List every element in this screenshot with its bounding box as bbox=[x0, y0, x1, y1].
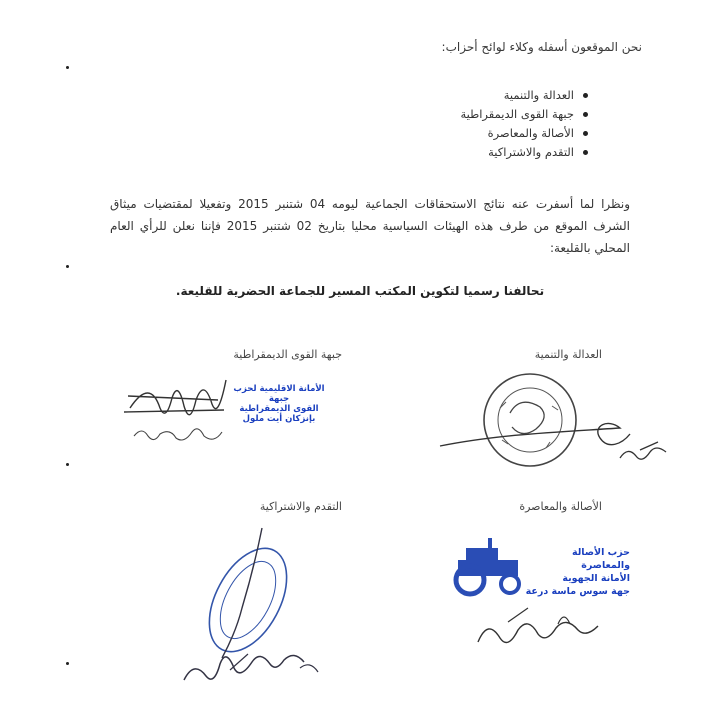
body-paragraph: ونظرا لما أسفرت عنه نتائج الاستحقاقات الجماعية ليومه 04 شتنبر 2015 وتفعيلا لمقتضيات ميثاق الشرف الموقع من طرف هذه الهيئات السياسية محليا بتاريخ 02 شتنبر 2015 فإننا نعلن للرأي العام المحلي بالقليعة: bbox=[110, 197, 630, 255]
stamp-line: بإنزكان أيت ملول bbox=[242, 414, 316, 424]
sig-label-pjd: العدالة والتنمية bbox=[534, 348, 602, 361]
margin-dot bbox=[66, 66, 69, 69]
sig-label-ffd: جبهة القوى الديمقراطية bbox=[233, 348, 342, 361]
tractor-icon bbox=[456, 538, 519, 594]
list-item: العدالة والتنمية bbox=[460, 86, 588, 105]
signature-stroke bbox=[222, 528, 262, 658]
stamp-line: حزب الأصالة والمعاصرة bbox=[571, 547, 630, 571]
signature-stroke bbox=[508, 608, 570, 624]
stamp-line: الأمانة الاقليمية لحزب جبهة bbox=[233, 384, 325, 404]
pps-seal-signature bbox=[170, 520, 370, 690]
signature-stroke bbox=[620, 442, 666, 459]
signature-stroke bbox=[230, 654, 318, 672]
signature-stroke bbox=[184, 655, 304, 680]
signature-stroke bbox=[478, 622, 598, 642]
list-item: التقدم والاشتراكية bbox=[460, 143, 588, 162]
seal-outer-ring bbox=[193, 536, 302, 665]
margin-dot bbox=[66, 662, 69, 665]
list-item: الأصالة والمعاصرة bbox=[460, 124, 588, 143]
stamp-line: جهة سوس ماسة درعة bbox=[525, 586, 630, 597]
signature-stroke bbox=[440, 423, 630, 446]
parties-list bbox=[460, 86, 588, 162]
stamp-line: القوى الديمقراطية bbox=[239, 404, 319, 414]
ffd-stamp bbox=[224, 384, 334, 424]
intro-line: نحن الموقعون أسفله وكلاء لوائح أحزاب: bbox=[441, 40, 642, 54]
seal-inner-ring bbox=[498, 388, 562, 452]
seal-inner-ring bbox=[209, 553, 287, 648]
sig-label-pam: الأصالة والمعاصرة bbox=[519, 500, 602, 513]
announcement: تحالفنا رسميا لتكوين المكتب المسير للجماعة الحضرية للقليعة. bbox=[175, 284, 545, 298]
margin-dot bbox=[66, 265, 69, 268]
seal-ticks bbox=[500, 402, 558, 448]
list-item: جبهة القوى الديمقراطية bbox=[460, 105, 588, 124]
signature-stroke bbox=[124, 380, 226, 415]
pam-stamp bbox=[520, 546, 630, 598]
stamp-line: الأمانة الجهوية bbox=[562, 573, 630, 584]
margin-dot bbox=[66, 463, 69, 466]
sig-label-pps: التقدم والاشتراكية bbox=[259, 500, 342, 513]
seal-emblem bbox=[510, 402, 544, 433]
signature-stroke bbox=[134, 429, 222, 440]
pjd-seal-signature bbox=[440, 368, 680, 478]
